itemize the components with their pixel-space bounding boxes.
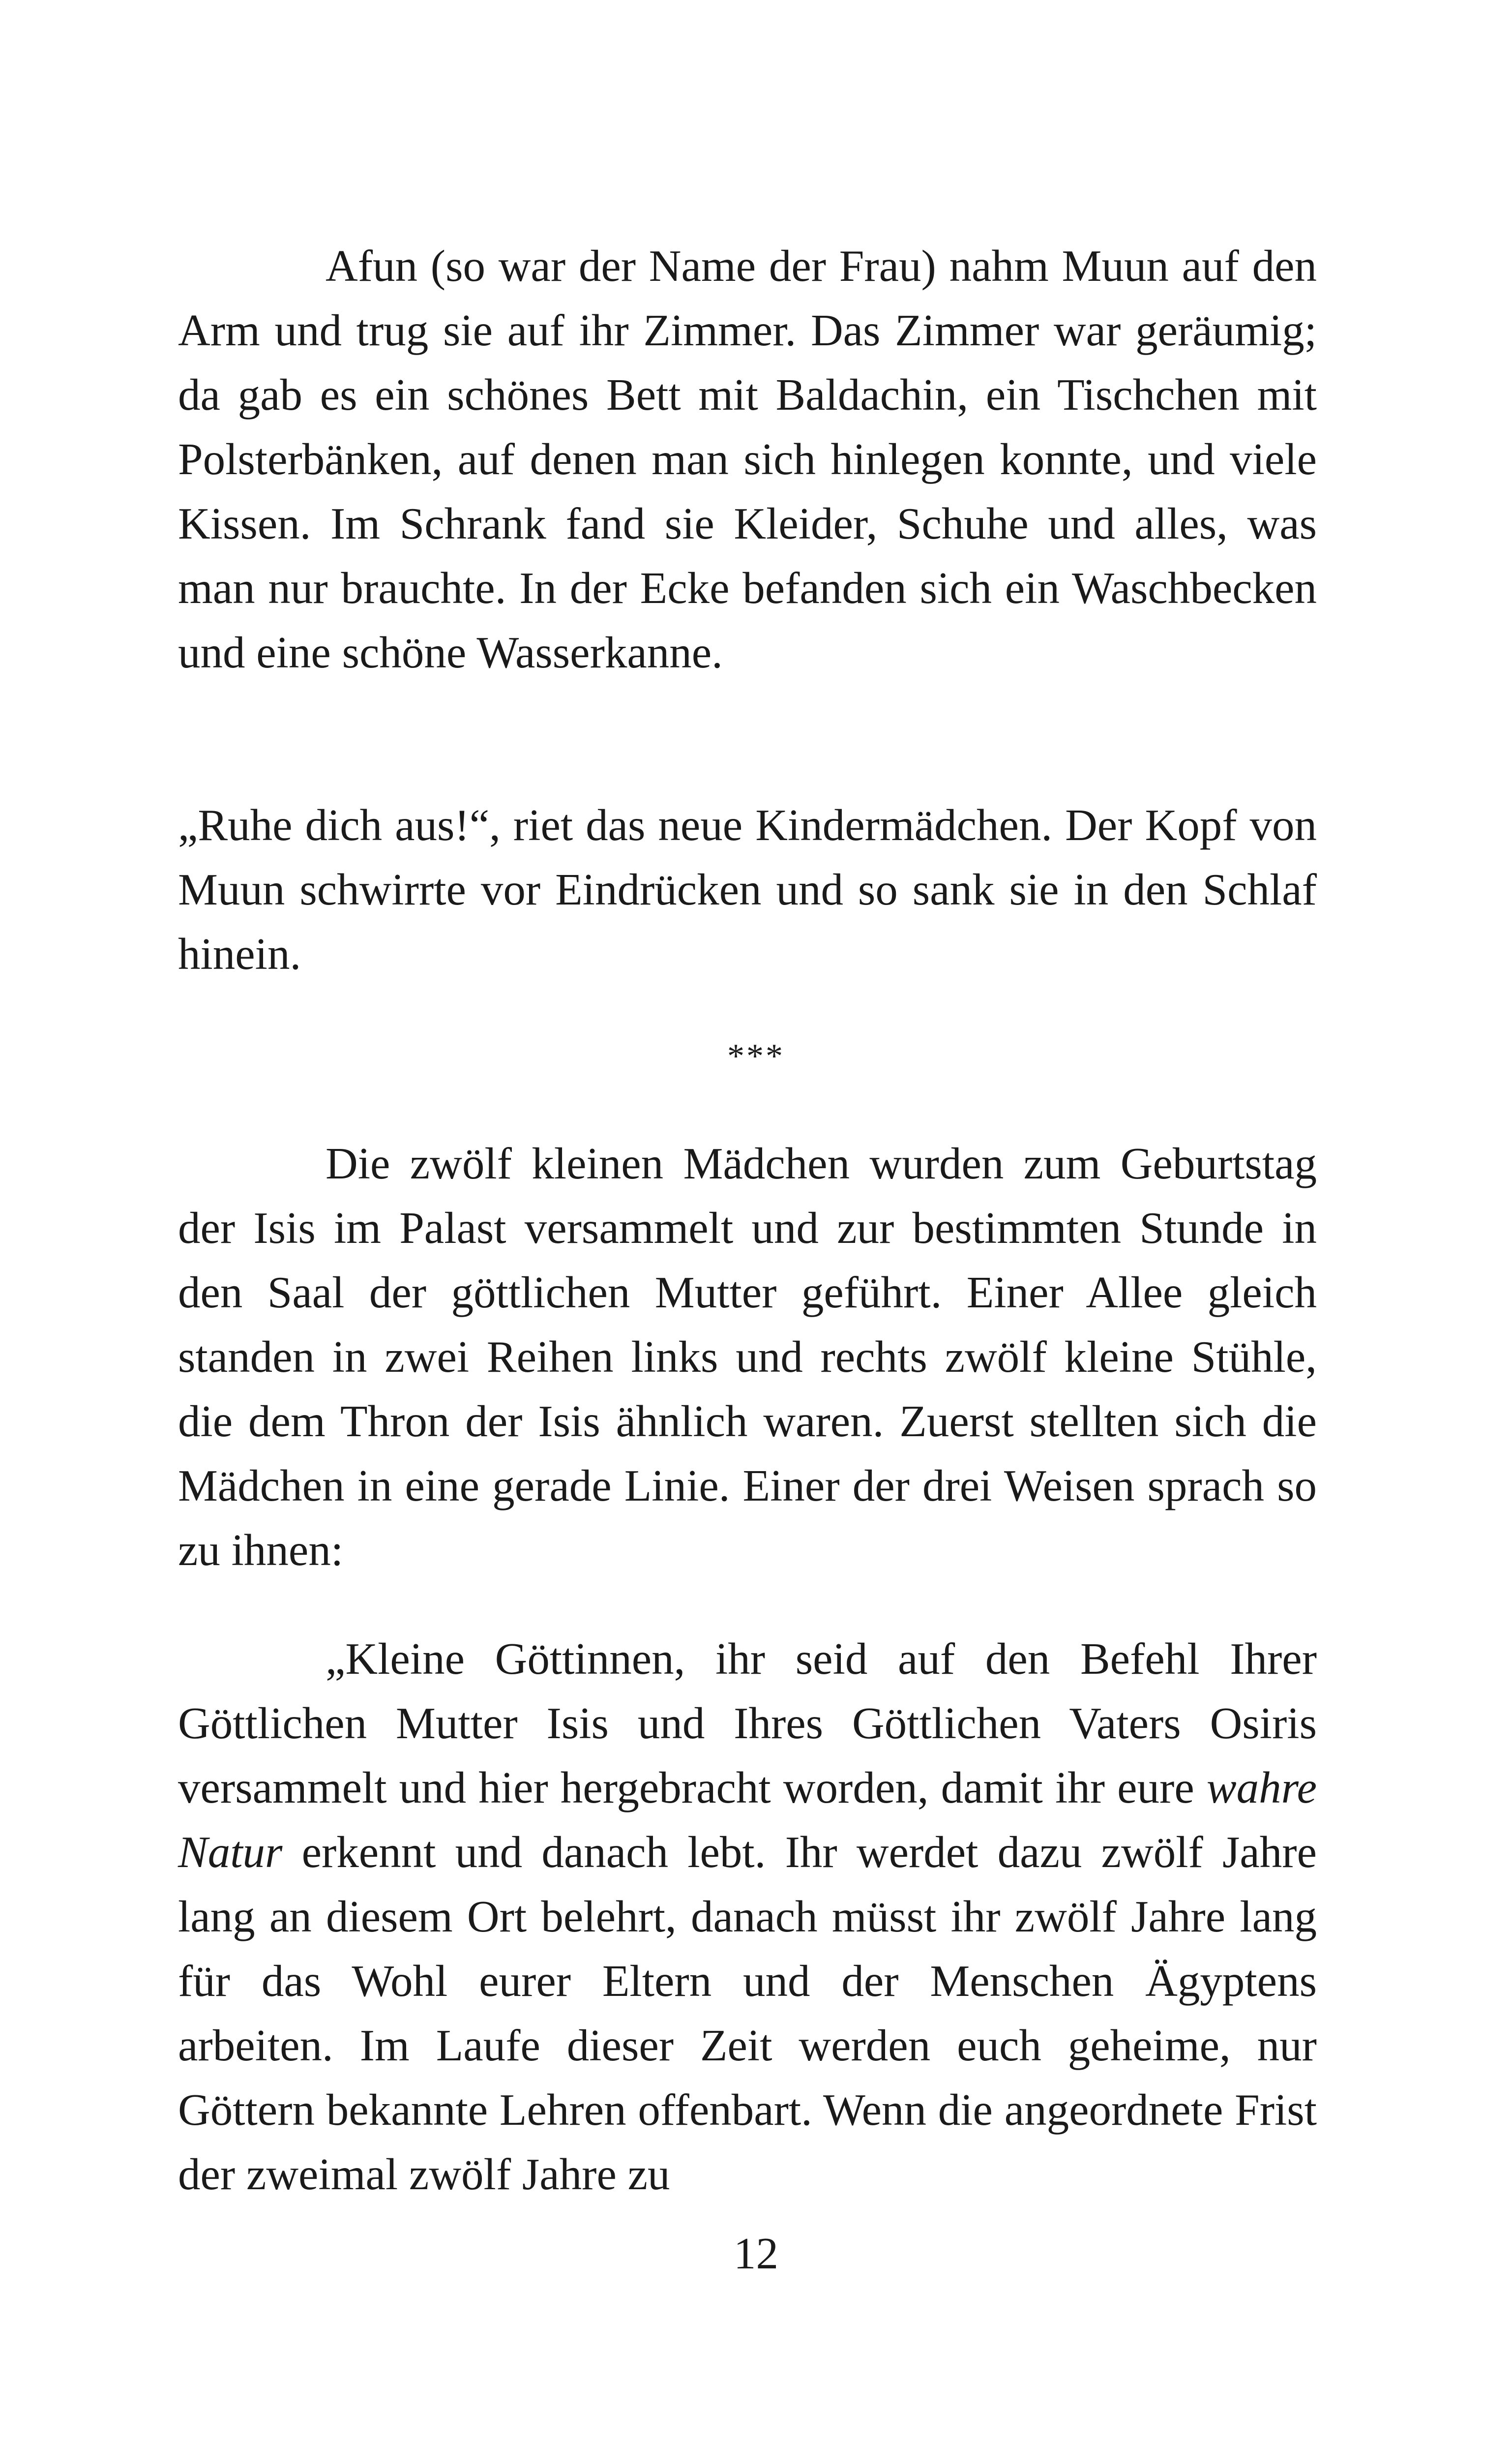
paragraph-maedchen [178, 1131, 1317, 1582]
paragraph-afun [178, 234, 1317, 685]
page-number: 12 [734, 2229, 778, 2278]
paragraph-text: Afun (so war der Name der Frau) nahm Muun auf den Arm und trug sie auf ihr Zimmer. Das Zimmer war geräumig; da gab es ein schönes Bett mit Baldachin, ein Tischchen mit Polsterbänken, auf denen man sich hinlegen konnte, und viele Kissen. Im Schrank fand sie Kleider, Schuhe und alles, was man nur brauchte. In der Ecke befanden sich ein Waschbecken und eine schöne Wasserkanne. [178, 241, 1317, 677]
paragraph-speech [178, 1627, 1317, 2206]
paragraph-text [178, 1627, 1317, 2206]
italic-emphasis: wahre Natur [178, 1763, 1317, 1877]
section-separator: *** [727, 1037, 785, 1075]
text-run: erkennt und danach lebt. Ihr werdet dazu zwölf Jahre lang an diesem Ort belehrt, danach müsst ihr zwölf Jahre lang für das Wohl eurer Eltern und der Menschen Ägyptens arbeiten. Im Laufe dieser Zeit werden euch geheime, nur Göttern bekannte Lehren offenbart. Wenn die angeordnete Frist der zweimal zwölf Jahre zu [178, 1827, 1317, 2199]
paragraph-ruhe [178, 793, 1317, 986]
paragraph-text: Die zwölf kleinen Mädchen wurden zum Geburtstag der Isis im Palast versammelt und zur bestimmten Stunde in den Saal der göttlichen Mutter geführt. Einer Allee gleich standen in zwei Reihen links und rechts zwölf kleine Stühle, die dem Thron der Isis ähnlich waren. Zuerst stellten sich die Mädchen in eine gerade Linie. Einer der drei Weisen sprach so zu ihnen: [178, 1139, 1317, 1575]
text-run: „Kleine Göttinnen, ihr seid auf den Befehl Ihrer Göttlichen Mutter Isis und Ihres Göttlichen Vaters Osiris versammelt und hier hergebracht worden, damit ihr eure [178, 1634, 1317, 1812]
paragraph-text: „Ruhe dich aus!“, riet das neue Kindermädchen. Der Kopf von Muun schwirrte vor Eindrücken und so sank sie in den Schlaf hinein. [178, 800, 1317, 979]
